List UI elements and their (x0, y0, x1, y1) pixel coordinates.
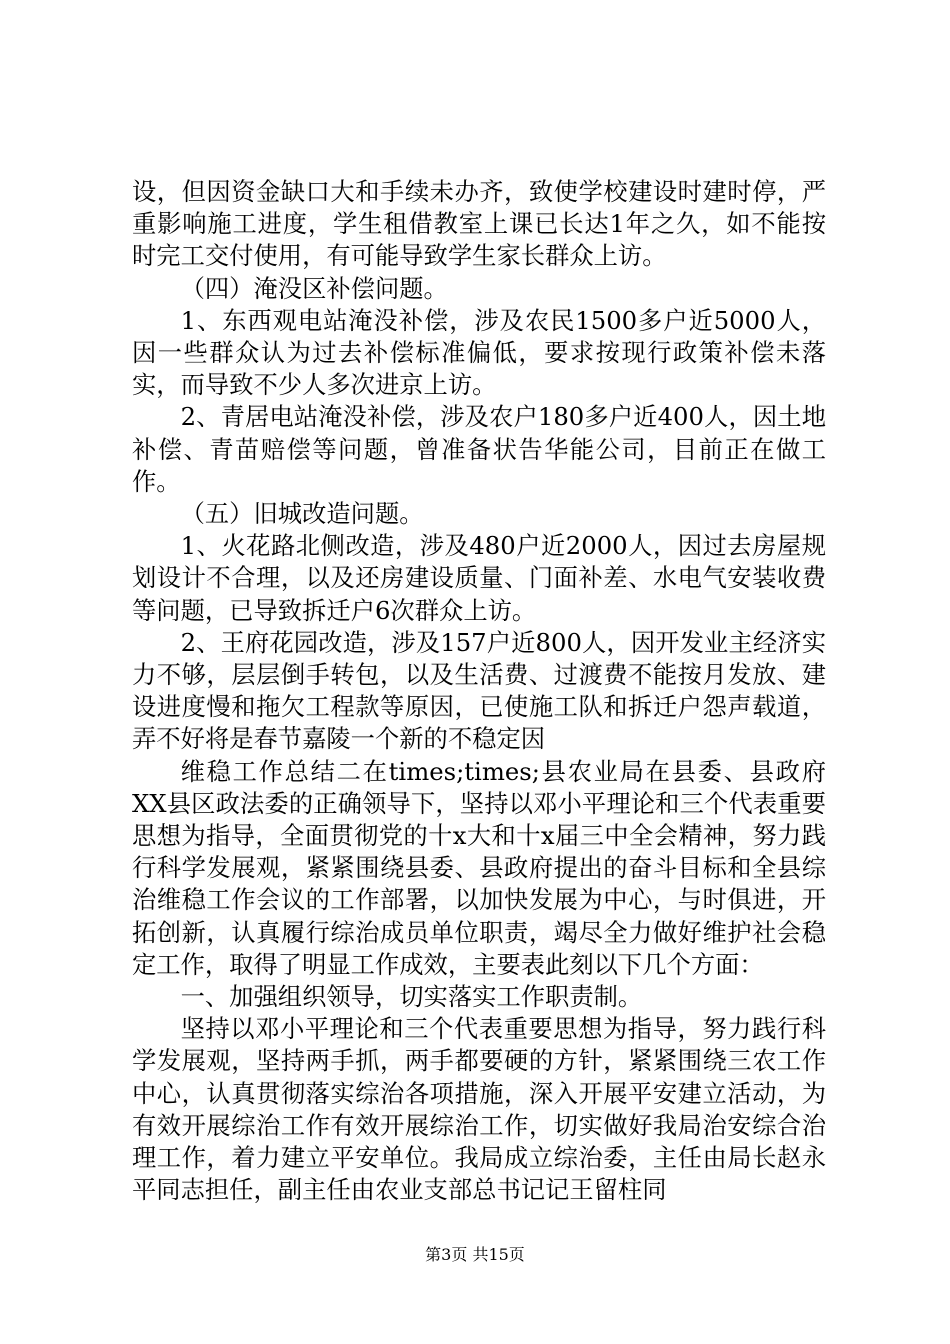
paragraph: （五）旧城改造问题。 (180, 499, 424, 529)
paragraph: （四）淹没区补偿问题。 (180, 273, 448, 303)
paragraph: 一、加强组织领导，切实落实工作职责制。 (180, 982, 643, 1012)
paragraph: 1、东西观电站淹没补偿，涉及农民1500多户近5000人，因一些群众认为过去补偿标准偏低，要求按现行政策补偿未落实，而导致不少人多次进京上访。 (132, 305, 826, 400)
paragraph: 2、青居电站淹没补偿，涉及农户180多户近400人，因土地补偿、青苗赔偿等问题，曾准备状告华能公司，目前正在做工作。 (132, 402, 826, 496)
paragraph: 设，但因资金缺口大和手续未办齐，致使学校建设时建时停，严重影响施工进度，学生租借教室上课已长达1年之久，如不能按时完工交付使用，有可能导致学生家长群众上访。 (132, 177, 826, 271)
paragraph: 1、火花路北侧改造，涉及480户近2000人，因过去房屋规划设计不合理，以及还房建设质量、门面补差、水电气安装收费等问题，已导致拆迁户6次群众上访。 (132, 531, 826, 625)
paragraph: 2、王府花园改造，涉及157户近800人，因开发业主经济实力不够，层层倒手转包，以及生活费、过渡费不能按月发放、建设进度慢和拖欠工程款等原因，已使施工队和拆迁户怨声载道，弄不好将是春节嘉陵一个新的不稳定因 (132, 627, 826, 754)
paragraph: 坚持以邓小平理论和三个代表重要思想为指导，努力践行科学发展观，坚持两手抓，两手都要硬的方针，紧紧围绕三农工作中心，认真贯彻落实综治各项措施，深入开展平安建立活动，为有效开展综治工作有效开展综治工作，切实做好我局治安综合治理工作，着力建立平安单位。我局成立综治委，主任由局长赵永平同志担任，副主任由农业支部总书记记王留柱同 (132, 1014, 826, 1205)
paragraph: 维稳工作总结二在times;times;县农业局在县委、县政府XX县区政法委的正确领导下，坚持以邓小平理论和三个代表重要思想为指导，全面贯彻党的十x大和十x届三中全会精神，努力践行科学发展观，紧紧围绕县委、县政府提出的奋斗目标和全县综治维稳工作会议的工作部署，以加快发展为中心，与时俱进，开拓创新，认真履行综治成员单位职责，竭尽全力做好维护社会稳定工作，取得了明显工作成效，主要表此刻以下几个方面： (132, 756, 826, 979)
document-body (132, 176, 826, 1207)
page-footer: 第3页 共15页 (425, 1245, 525, 1264)
